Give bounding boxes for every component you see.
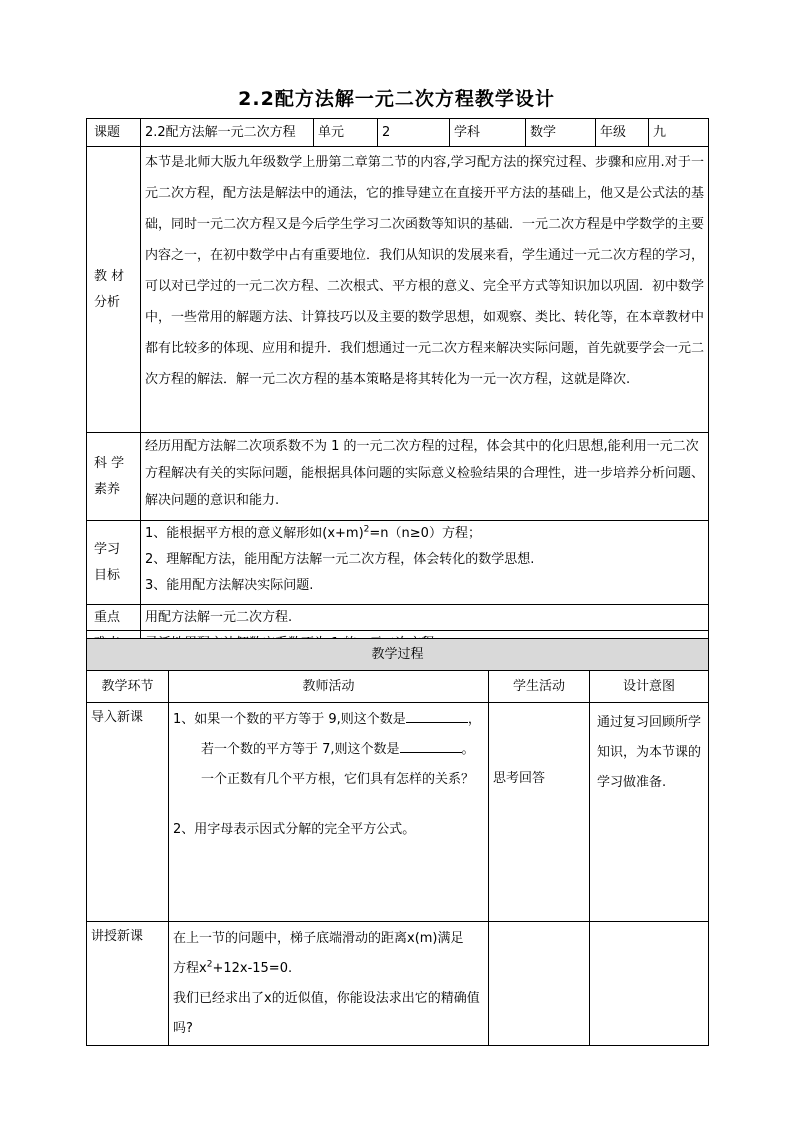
- key-text: 用配方法解一元二次方程.: [141, 605, 709, 631]
- grade-value: 九: [649, 119, 709, 147]
- grade-label: 年级: [596, 119, 649, 147]
- process-table: [86, 638, 709, 1046]
- subject-value: 数学: [526, 119, 596, 147]
- col-teacher: 教师活动: [169, 671, 489, 703]
- goal-row: [87, 521, 709, 605]
- course-value: 2.2配方法解一元二次方程: [141, 119, 314, 147]
- goal-label: 学习 目标: [87, 521, 141, 605]
- course-label: 课题: [87, 119, 141, 147]
- material-text: 本节是北师大版九年级数学上册第二章第二节的内容,学习配方法的探究过程、步骤和应用.对于一元二次方程，配方法是解法中的通法，它的推导建立在直接开平方法的基础上，他又是公式法的基础，同时一元二次方程又是今后学生学习二次函数等知识的基础．一元二次方程是中学数学的主要内容之一，在初中数学中占有重要地位．我们从知识的发展来看，学生通过一元二次方程的学习，可以对已学过的一元二次方程、二次根式、平方根的意义、完全平方式等知识加以巩固．初中数学中，一些常用的解题方法、计算技巧以及主要的数学思想，如观察、类比、转化等，在本章教材中都有比较多的体现、应用和提升．我们想通过一元二次方程来解决实际问题，首先就要学会一元二次方程的解法．解一元二次方程的基本策略是将其转化为一元一次方程，这就是降次.: [141, 147, 709, 433]
- process-header-row: [87, 639, 709, 671]
- new-stage: 讲授新课: [87, 922, 169, 1046]
- intro-q1: 1、如果一个数的平方等于 9,则这个数是 ，: [173, 705, 484, 735]
- page-title: 2.2配方法解一元二次方程教学设计: [238, 88, 555, 110]
- answer-blank: [406, 708, 468, 723]
- new-t2: 方程$x^2+12x-15=0$.: [173, 959, 293, 976]
- answer-blank: [400, 738, 462, 753]
- subject-label: 学科: [450, 119, 526, 147]
- course-row: [87, 119, 709, 147]
- intro-design: 通过复习回顾所学知识，为本节课的学习做准备.: [590, 703, 709, 922]
- col-stage: 教学环节: [87, 671, 169, 703]
- unit-label: 单元: [314, 119, 378, 147]
- intro-student: 思考回答: [489, 703, 590, 922]
- new-t3: 我们已经求出了x的近似值，你能设法求出它的精确值吗?: [173, 991, 480, 1036]
- process-header: 教学过程: [87, 639, 709, 671]
- literacy-row: [87, 433, 709, 521]
- key-row: [87, 605, 709, 631]
- intro-q4: 2、用字母表示因式分解的完全平方公式。: [173, 822, 416, 837]
- column-header-row: [87, 671, 709, 703]
- new-lesson-row: [87, 922, 709, 1046]
- unit-value: 2: [378, 119, 450, 147]
- new-student: [489, 922, 590, 1046]
- material-label: 教 材 分析: [87, 147, 141, 433]
- goal-item-2: 2、理解配方法，能用配方法解一元二次方程，体会转化的数学思想.: [145, 552, 535, 567]
- new-t1: 在上一节的问题中，梯子底端滑动的距离x(m)满足: [173, 931, 464, 946]
- goal-item-3: 3、能用配方法解决实际问题.: [145, 578, 314, 593]
- intro-row: [87, 703, 709, 922]
- literacy-text: 经历用配方法解二次项系数不为 1 的一元二次方程的过程，体会其中的化归思想,能利用一元二次方程解决有关的实际问题，能根据具体问题的实际意义检验结果的合理性，进一步培养分析问题、解决问题的意识和能力.: [141, 433, 709, 521]
- intro-stage: 导入新课: [87, 703, 169, 922]
- col-design: 设计意图: [590, 671, 709, 703]
- new-design: [590, 922, 709, 1046]
- info-table: [86, 118, 709, 657]
- goal-item-1: 1、能根据平方根的意义解形如$(x+m)^2=n(n\ge 0)$方程；: [145, 524, 481, 541]
- intro-q2: 若一个数的平方等于 7,则这个数是 。: [173, 735, 484, 765]
- material-row: [87, 147, 709, 433]
- key-label: 重点: [87, 605, 141, 631]
- col-student: 学生活动: [489, 671, 590, 703]
- intro-q3: 一个正数有几个平方根，它们具有怎样的关系？: [201, 772, 475, 787]
- literacy-label: 科 学 素养: [87, 433, 141, 521]
